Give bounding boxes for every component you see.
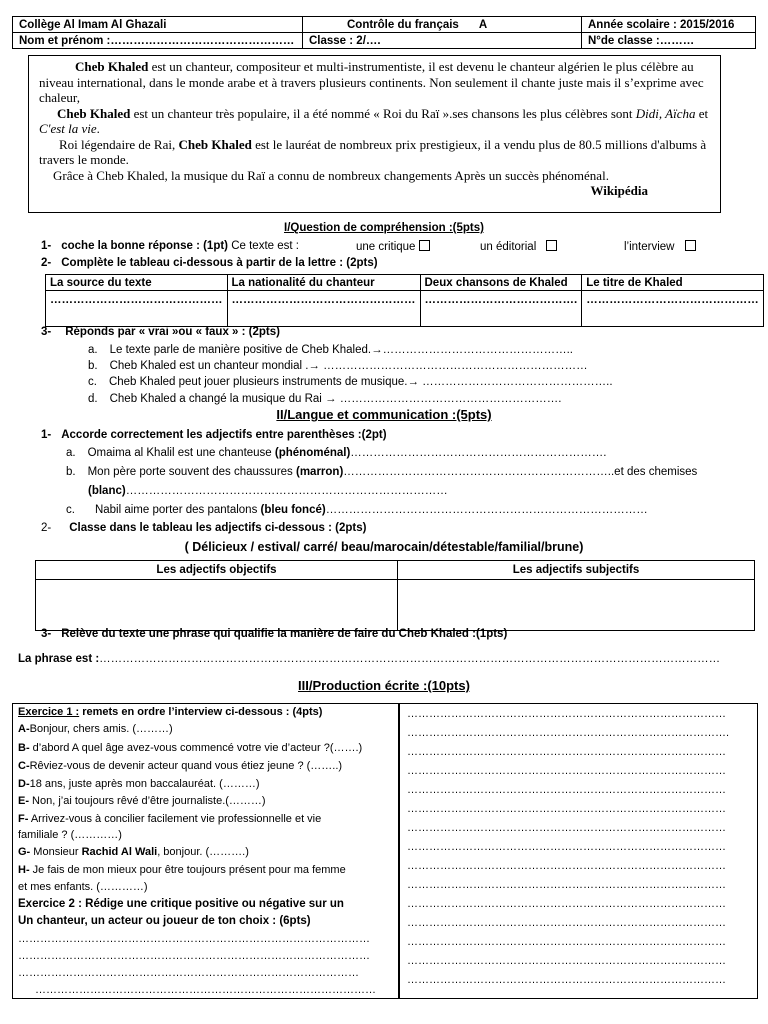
item-b-continued[interactable]: (blanc)………………………………………………………………………… xyxy=(88,485,448,497)
class-field[interactable]: Classe : 2/…. xyxy=(303,33,582,49)
question-2: 2- Complète le tableau ci-dessous à partir de la lettre : (2pts) xyxy=(41,257,378,269)
subjective-answer-cell[interactable] xyxy=(398,580,755,631)
interview-line-f[interactable]: F- Arrivez-vous à concilier facilement vie professionnelle et vie xyxy=(18,813,322,825)
interview-line-e[interactable]: E- Non, j’ai toujours rêvé d’être journaliste.(………) xyxy=(18,795,266,807)
objective-answer-cell[interactable] xyxy=(36,580,398,631)
passage-paragraph-2: Cheb Khaled est un chanteur très populaire, il a été nommé « Roi du Raï ».ses chansons les plus célèbres sont Didi, Aïcha et C'est la vie. xyxy=(39,105,709,136)
passage-paragraph-1: Cheb Khaled est un chanteur, compositeur et multi-instrumentiste, il est devenu le chanteur algérien le plus célèbre au niveau international, dans le monde arabe et à travers plusieurs continents. Non seulement il chante juste mais il s’exprime avec chaleur, xyxy=(39,59,704,105)
writing-line[interactable]: …………………………………………………………………………… xyxy=(407,822,726,834)
writing-line[interactable]: …………………………………………………………………………… xyxy=(407,784,726,796)
checkbox-editorial[interactable] xyxy=(546,240,557,251)
writing-line[interactable]: …………………………………………………………………………… xyxy=(407,974,726,986)
item-b[interactable]: b. Mon père porte souvent des chaussures (marron)……………………………………………………………..et des chemises xyxy=(66,466,698,478)
part2-title: II/Langue et communication :(5pts) xyxy=(276,407,492,422)
statement-d[interactable]: d. Cheb Khaled a changé la musique du Rai → …………………………………………………. xyxy=(88,393,562,405)
table-header: Le titre de Khaled xyxy=(582,275,764,291)
table-header: Deux chansons de Khaled xyxy=(420,275,582,291)
exercise-box xyxy=(12,703,400,999)
statement-b[interactable]: b. Cheb Khaled est un chanteur mondial .→ …………………………………………………………… xyxy=(88,360,588,372)
option-critique[interactable]: une critique xyxy=(356,240,430,253)
part1-title: I/Question de compréhension :(5pts) xyxy=(284,222,484,234)
writing-line[interactable]: ………………………………………………………………………………… xyxy=(35,984,376,996)
writing-line[interactable]: …………………………………………………………………………… xyxy=(407,841,726,853)
question-phrase: 3- Relève du texte une phrase qui qualifie la manière de faire du Cheb Khaled :(1pts) xyxy=(41,628,508,640)
answer-cell[interactable]: ……………………………………… xyxy=(46,291,228,327)
option-interview[interactable]: l’interview xyxy=(624,240,696,253)
table-header: La source du texte xyxy=(46,275,228,291)
statement-c[interactable]: c. Cheb Khaled peut jouer plusieurs instruments de musique.→ ………………………………………….. xyxy=(88,376,613,388)
part3-title: III/Production écrite :(10pts) xyxy=(298,678,470,693)
question-classify: 2- Classe dans le tableau les adjectifs ci-dessous : (2pts) xyxy=(41,522,367,534)
interview-line-g[interactable]: G- Monsieur Rachid Al Wali, bonjour. (……….) xyxy=(18,846,249,858)
writing-line[interactable]: …………………………………………………………………………… xyxy=(407,765,726,777)
student-name-field[interactable]: Nom et prénom :………………………………………… xyxy=(13,33,303,49)
interview-line-a[interactable]: A-Bonjour, chers amis. (………) xyxy=(18,723,173,735)
school-name: Collège Al Imam Al Ghazali xyxy=(13,17,303,33)
answer-cell[interactable]: …………………………………. xyxy=(420,291,582,327)
writing-line[interactable]: …………………………………………………………………………… xyxy=(407,955,726,967)
interview-line-f-continued[interactable]: familiale ? (…………) xyxy=(18,829,122,841)
passage-paragraph-3: Roi légendaire de Rai, Cheb Khaled est le lauréat de nombreux prix prestigieux, il a vendu plus de 80.5 millions d'albums à travers le monde. xyxy=(39,136,707,167)
writing-line[interactable]: …………………………………………………………………………… xyxy=(407,917,726,929)
exercise-2-heading-continued: Un chanteur, un acteur ou joueur de ton choix : (6pts) xyxy=(18,915,311,927)
answer-cell[interactable]: ……………………………………… xyxy=(582,291,764,327)
writing-line[interactable]: …………………………………………………………………………………… xyxy=(18,933,370,945)
passage-source: Wikipédia xyxy=(590,183,648,198)
item-c[interactable]: c. Nabil aime porter des pantalons (bleu foncé)………………………………………………………………………… xyxy=(66,504,648,516)
writing-line[interactable]: …………………………………………………………………………… xyxy=(407,879,726,891)
class-number-field[interactable]: N°de classe :……… xyxy=(582,33,756,49)
checkbox-interview[interactable] xyxy=(685,240,696,251)
interview-line-h-continued[interactable]: et mes enfants. (…………) xyxy=(18,881,148,893)
writing-line[interactable]: ……………………………………………………………………………. xyxy=(407,727,730,739)
option-editorial[interactable]: un éditorial xyxy=(480,240,557,253)
answer-cell[interactable]: ………………………………………… xyxy=(227,291,420,327)
interview-line-h[interactable]: H- Je fais de mon mieux pour être toujours présent pour ma femme xyxy=(18,864,346,876)
column-subjective: Les adjectifs subjectifs xyxy=(398,561,755,580)
interview-line-b[interactable]: B- d’abord A quel âge avez-vous commencé votre vie d’acteur ?(…….) xyxy=(18,742,363,754)
question-3: 3- Réponds par « vrai »ou « faux » : (2pts) xyxy=(41,326,280,338)
writing-line[interactable]: …………………………………………………………………………… xyxy=(407,898,726,910)
writing-line[interactable]: …………………………………………………………………………… xyxy=(407,746,726,758)
writing-line[interactable]: …………………………………………………………………………… xyxy=(407,708,726,720)
interview-line-c[interactable]: C-Rêviez-vous de devenir acteur quand vous étiez jeune ? (……..) xyxy=(18,760,343,772)
writing-line[interactable]: …………………………………………………………………………… xyxy=(407,936,726,948)
answer-box xyxy=(398,703,758,999)
question-adjectives: 1- Accorde correctement les adjectifs entre parenthèses :(2pt) xyxy=(41,429,387,441)
writing-line[interactable]: ………………………………………………………………………………… xyxy=(18,967,359,979)
checkbox-critique[interactable] xyxy=(419,240,430,251)
header-table xyxy=(12,16,756,49)
column-objective: Les adjectifs objectifs xyxy=(36,561,398,580)
passage-paragraph-4: Grâce à Cheb Khaled, la musique du Raï a connu de nombreux changements Après un succès phénoménal. xyxy=(53,167,609,183)
writing-line[interactable]: …………………………………………………………………………………… xyxy=(18,950,370,962)
adjectives-table xyxy=(35,560,755,631)
writing-line[interactable]: …………………………………………………………………………… xyxy=(407,803,726,815)
exam-title: Contrôle du français A xyxy=(303,17,582,33)
exercise-2-heading: Exercice 2 : Rédige une critique positive ou négative sur un xyxy=(18,898,344,910)
table-header: La nationalité du chanteur xyxy=(227,275,420,291)
exercise-1-heading: Exercice 1 : remets en ordre l’interview ci-dessous : (4pts) xyxy=(18,706,323,718)
school-year: Année scolaire : 2015/2016 xyxy=(582,17,756,33)
phrase-answer-line[interactable]: La phrase est :……………………………………………………………………………………………………………………………………………… xyxy=(18,653,721,665)
question-1: 1- coche la bonne réponse : (1pt) Ce texte est : xyxy=(41,240,299,252)
item-a[interactable]: a. Omaima al Khalil est une chanteuse (phénoménal)…………………………………………………………. xyxy=(66,447,607,459)
writing-line[interactable]: …………………………………………………………………………… xyxy=(407,860,726,872)
reading-passage xyxy=(28,55,721,213)
comprehension-table xyxy=(45,274,764,327)
interview-line-d[interactable]: D-18 ans, juste après mon baccalauréat. (………) xyxy=(18,778,260,790)
adjective-list: ( Délicieux / estival/ carré/ beau/marocain/détestable/familial/brune) xyxy=(184,540,584,554)
statement-a[interactable]: a. Le texte parle de manière positive de Cheb Khaled.→………………………………………….. xyxy=(88,344,573,356)
